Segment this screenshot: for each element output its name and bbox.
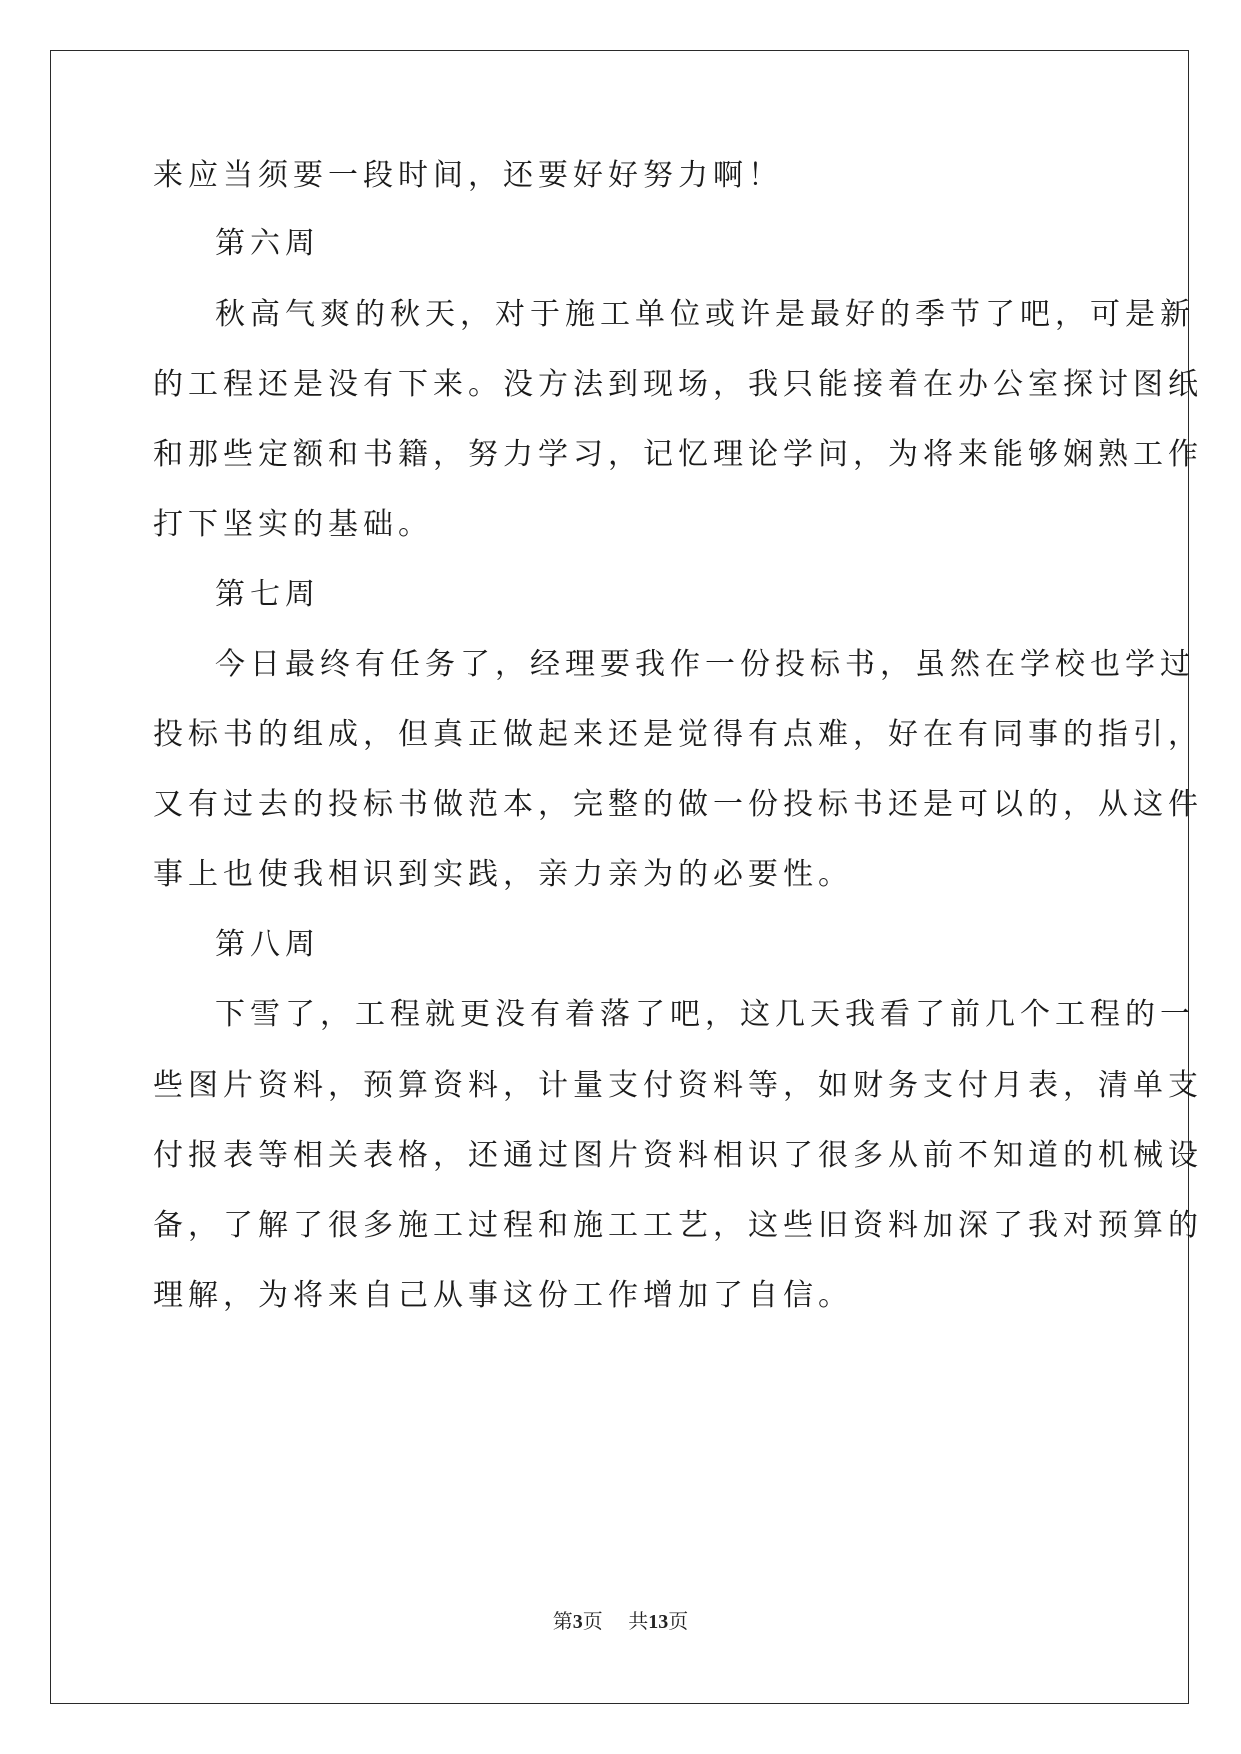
section-heading: 第八周 (215, 927, 320, 962)
paragraph-line: 打下坚实的基础。 (153, 507, 433, 542)
paragraph-line: 些图片资料，预算资料，计量支付资料等，如财务支付月表，清单支 (153, 1068, 1203, 1103)
paragraph-line: 和那些定额和书籍，努力学习，记忆理论学问，为将来能够娴熟工作 (153, 437, 1203, 472)
section-heading: 第六周 (215, 226, 320, 261)
paragraph-line: 今日最终有任务了，经理要我作一份投标书，虽然在学校也学过 (215, 647, 1195, 682)
total-suffix: 页 (668, 1609, 689, 1633)
paragraph-line: 下雪了，工程就更没有着落了吧，这几天我看了前几个工程的一 (215, 997, 1195, 1032)
paragraph-line: 的工程还是没有下来。没方法到现场，我只能接着在办公室探讨图纸 (153, 367, 1203, 402)
paragraph-line: 秋高气爽的秋天，对于施工单位或许是最好的季节了吧，可是新 (215, 297, 1195, 332)
total-prefix: 共 (628, 1609, 649, 1633)
section-heading: 第七周 (215, 577, 320, 612)
page-footer (0, 1608, 1241, 1635)
page-prefix: 第 (552, 1609, 573, 1633)
paragraph-line: 备，了解了很多施工过程和施工工艺，这些旧资料加深了我对预算的 (153, 1208, 1203, 1243)
paragraph-line: 付报表等相关表格，还通过图片资料相识了很多从前不知道的机械设 (153, 1138, 1203, 1173)
paragraph-line: 事上也使我相识到实践，亲力亲为的必要性。 (153, 857, 853, 892)
page-suffix: 页 (582, 1609, 603, 1633)
paragraph-line: 投标书的组成，但真正做起来还是觉得有点难，好在有同事的指引， (153, 717, 1203, 752)
page-total: 13 (648, 1611, 669, 1633)
page-current: 3 (572, 1611, 583, 1633)
paragraph-line: 来应当须要一段时间，还要好好努力啊！ (153, 158, 783, 193)
paragraph-line: 理解，为将来自己从事这份工作增加了自信。 (153, 1278, 853, 1313)
paragraph-line: 又有过去的投标书做范本，完整的做一份投标书还是可以的，从这件 (153, 787, 1203, 822)
